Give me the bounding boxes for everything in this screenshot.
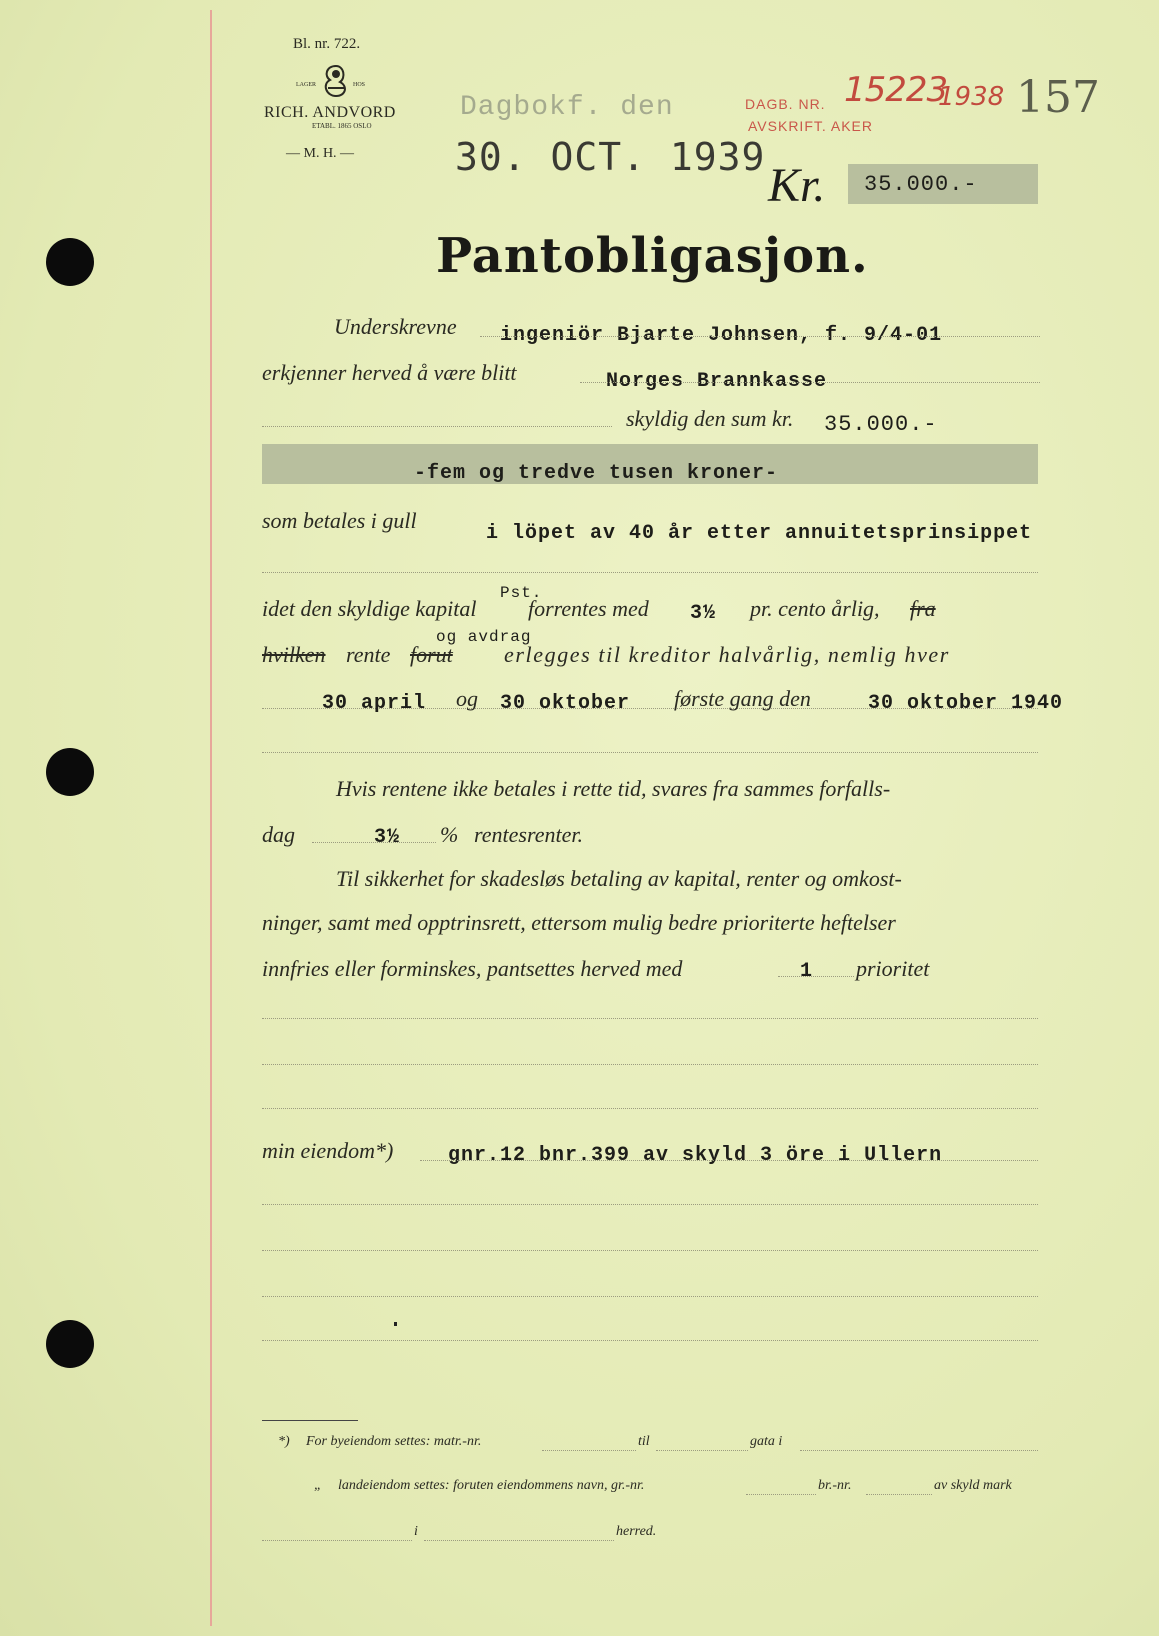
footnote-line1-b: til [638,1434,650,1449]
owed-value: 35.000.- [824,412,938,437]
page-number: 157 [1016,72,1100,123]
footnote-mark: *) [278,1434,290,1449]
paid-dotline [262,572,1038,573]
undersigned-value: ingeniör Bjarte Johnsen, f. 9/4-01 [500,324,943,347]
interest-text-c: pr. cento årlig, [750,596,880,621]
logo-left-text: LAGER [296,82,316,88]
footnote-rule [262,1420,358,1421]
blank-dotline-8 [262,1340,1038,1341]
footnote-line2-a: landeiendom settes: foruten eiendommens navn, gr.-nr. [338,1478,645,1493]
red-stamp-number: 15223 [844,70,948,110]
undersigned-label: Underskrevne [334,314,457,339]
printer-emblem-icon [318,62,354,100]
late-percent: % [440,822,459,847]
footnote-dot-3 [800,1450,1038,1451]
security-line-3b: prioritet [856,956,930,981]
footnote-line2-b: br.-nr. [818,1478,852,1493]
blank-dotline-7 [262,1296,1038,1297]
blank-dotline-5 [262,1204,1038,1205]
punch-hole-top [46,238,94,286]
security-line-1: Til sikkerhet for skadesløs betaling av kapital, renter og omkost- [336,866,902,891]
struck-forut: forut [410,642,453,667]
interest-insert: Pst. [500,584,543,602]
red-stamp-year: 1938 [938,82,1005,112]
late-rate: 3½ [374,826,401,849]
paid-value: i löpet av 40 år etter annuitetsprinsippet [486,522,1033,545]
security-line-3a: innfries eller forminskes, pantsettes herved med [262,956,683,981]
footnote-line2-c: av skyld mark [934,1478,1012,1493]
late-dag: dag [262,822,295,847]
footnote-line3-b: herred. [616,1524,657,1539]
acknowledge-label: erkjenner herved å være blitt [262,360,517,385]
footnote-dot-4 [746,1494,816,1495]
footnote-dot-6 [262,1540,412,1541]
blank-dotline-2 [262,1018,1038,1019]
ink-speck [394,1322,397,1326]
property-dotline [420,1160,1038,1161]
undersigned-dotline [480,336,1040,337]
first-date: 30 oktober 1940 [868,692,1064,715]
blank-dotline-3 [262,1064,1038,1065]
publisher-sub: ETABL. 1865 OSLO [312,122,372,130]
interest-text-a: idet den skyldige kapital [262,596,477,621]
creditor-dotline [580,382,1040,383]
interest-text-b: forrentes med [528,596,649,621]
footnote-dot-5 [866,1494,932,1495]
amount-words: -fem og tredve tusen kroner- [414,462,779,485]
publisher-logo [290,58,380,102]
rente-word: rente [346,642,391,667]
owed-label: skyldig den sum kr. [626,406,794,431]
footnote-dot-2 [656,1450,748,1451]
amount-value: 35.000.- [864,172,978,197]
punch-hole-middle [46,748,94,796]
paid-label: som betales i gull [262,508,417,533]
punch-hole-bottom [46,1320,94,1368]
late-line-1: Hvis rentene ikke betales i rette tid, svares fra sammes forfalls- [336,776,891,801]
creditor-value: Norges Brannkasse [606,370,828,393]
amount-words-box [262,444,1038,484]
first-time-label: første gang den [674,686,811,711]
footnote-line1-a: For byeiendom settes: matr.-nr. [306,1434,482,1449]
interest-rate: 3½ [690,602,717,625]
margin-rule [210,10,212,1626]
date-two: 30 oktober [500,692,631,715]
footnote-dot-1 [542,1450,636,1451]
amount-box [848,164,1038,204]
struck-hvilken: hvilken [262,642,326,667]
insert-avdrag: og avdrag [436,628,532,646]
blank-dotline-6 [262,1250,1038,1251]
priority-value: 1 [800,960,814,983]
amount-label: Kr. [768,159,826,212]
document-title: Pantobligasjon. [436,228,869,284]
priority-dotline [778,976,854,977]
red-stamp-line2: AVSKRIFT. AKER [748,118,873,134]
initials: — M. H. — [286,146,355,161]
form-number: Bl. nr. 722. [293,36,361,52]
date-one: 30 april [322,692,427,715]
property-value: gnr.12 bnr.399 av skyld 3 öre i Ullern [448,1144,943,1167]
struck-fra: fra [910,596,936,621]
footnote-line1-c: gata i [750,1434,783,1449]
red-stamp-label: DAGB. NR. [745,96,826,112]
faded-stamp-label: Dagbokf. den [460,92,674,123]
property-label: min eiendom*) [262,1138,394,1163]
publisher-name: RICH. ANDVORD [264,104,396,121]
footnote-dot-7 [424,1540,614,1541]
stamp-date: 30. OCT. 1939 [455,135,766,179]
footnote-quote-mark: „ [314,1478,322,1493]
og-word: og [456,686,478,711]
erlegges-text: erlegges til kreditor halvårlig, nemlig hver [504,642,950,667]
footnote-line3-a: i [414,1524,418,1539]
security-line-2: ninger, samt med opptrinsrett, ettersom mulig bedre prioriterte heftelser [262,910,896,935]
late-rest: rentesrenter. [474,822,583,847]
logo-right-text: HOS [353,82,366,88]
owed-dotline [262,426,612,427]
blank-dotline-4 [262,1108,1038,1109]
blank-dotline-1 [262,752,1038,753]
